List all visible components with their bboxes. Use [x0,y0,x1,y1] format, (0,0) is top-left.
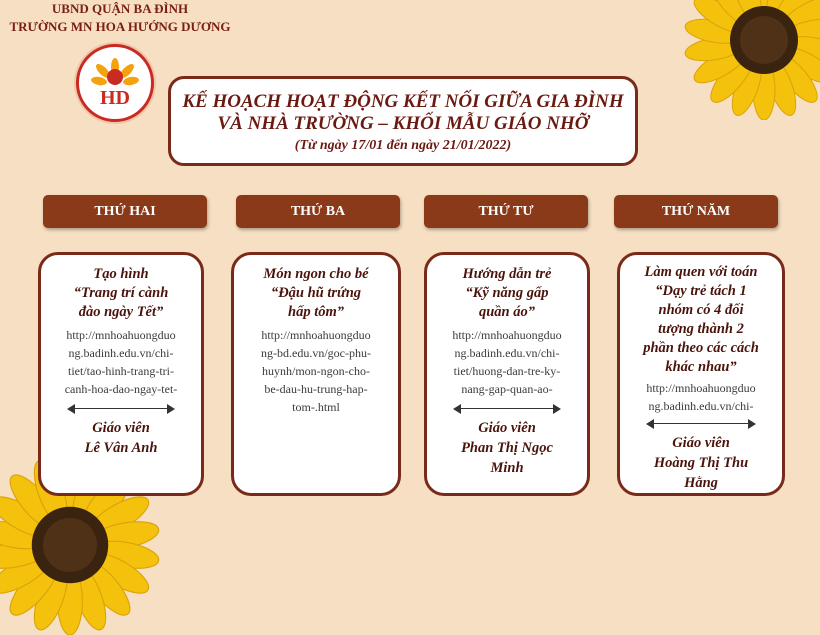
activity-card-wednesday [424,252,590,496]
teacher-name: Giáo viên Lê Vân Anh [53,418,189,458]
title-line-1: KẾ HOẠCH HOẠT ĐỘNG KẾT NỐI GIỮA GIA ĐÌNH [171,91,635,113]
activity-title: Làm quen với toán “Dạy trẻ tách 1 nhóm có 4 đối tượng thành 2 phần theo các cách khác nhau” [632,263,770,377]
title-dates: (Từ ngày 17/01 đến ngày 21/01/2022) [171,135,635,157]
activity-link[interactable]: http://mnhoahuongduo ng-bd.edu.vn/goc-phu- huynh/mon-ngon-cho- be-dau-hu-trung-hap- tom-.html [246,326,386,416]
day-header-tuesday: THỨ BA [236,195,400,228]
title-box [168,76,638,166]
org-line-2: TRƯỜNG MN HOA HƯỚNG DƯƠNG [0,18,240,36]
activity-title: Hướng dẫn trẻ “Kỹ năng gấp quần áo” [439,265,575,322]
organization-header [0,0,240,36]
activity-title: Món ngon cho bé “Đậu hũ trứng hấp tôm” [246,265,386,322]
logo-text: HD [100,87,130,109]
activity-link[interactable]: http://mnhoahuongduo ng.badinh.edu.vn/chi- [632,379,770,415]
teacher-name: Giáo viên Phan Thị Ngọc Minh [439,418,575,478]
double-arrow-icon [67,404,175,414]
activity-link[interactable]: http://mnhoahuongduo ng.badinh.edu.vn/chi- tiet/huong-dan-tre-ky- nang-gap-quan-ao- [439,326,575,398]
teacher-name: Giáo viên Hoàng Thị Thu Hằng [632,433,770,493]
title-line-2: VÀ NHÀ TRƯỜNG – KHỐI MẪU GIÁO NHỠ [171,113,635,135]
activity-link[interactable]: http://mnhoahuongduo ng.badinh.edu.vn/chi- tiet/tao-hinh-trang-tri- canh-hoa-dao-ngay-tet- [53,326,189,398]
day-header-thursday: THỨ NĂM [614,195,778,228]
day-header-wednesday: THỨ TƯ [424,195,588,228]
school-logo [76,44,154,122]
activity-card-thursday [617,252,785,496]
activity-card-monday [38,252,204,496]
activity-card-tuesday [231,252,401,496]
double-arrow-icon [453,404,561,414]
sunflower-logo-icon [79,47,151,119]
activity-title: Tạo hình “Trang trí cành đào ngày Tết” [53,265,189,322]
day-header-monday: THỨ HAI [43,195,207,228]
sunflower-top-right-icon [684,0,820,120]
double-arrow-icon [646,419,756,429]
org-line-1: UBND QUẬN BA ĐÌNH [0,0,240,18]
